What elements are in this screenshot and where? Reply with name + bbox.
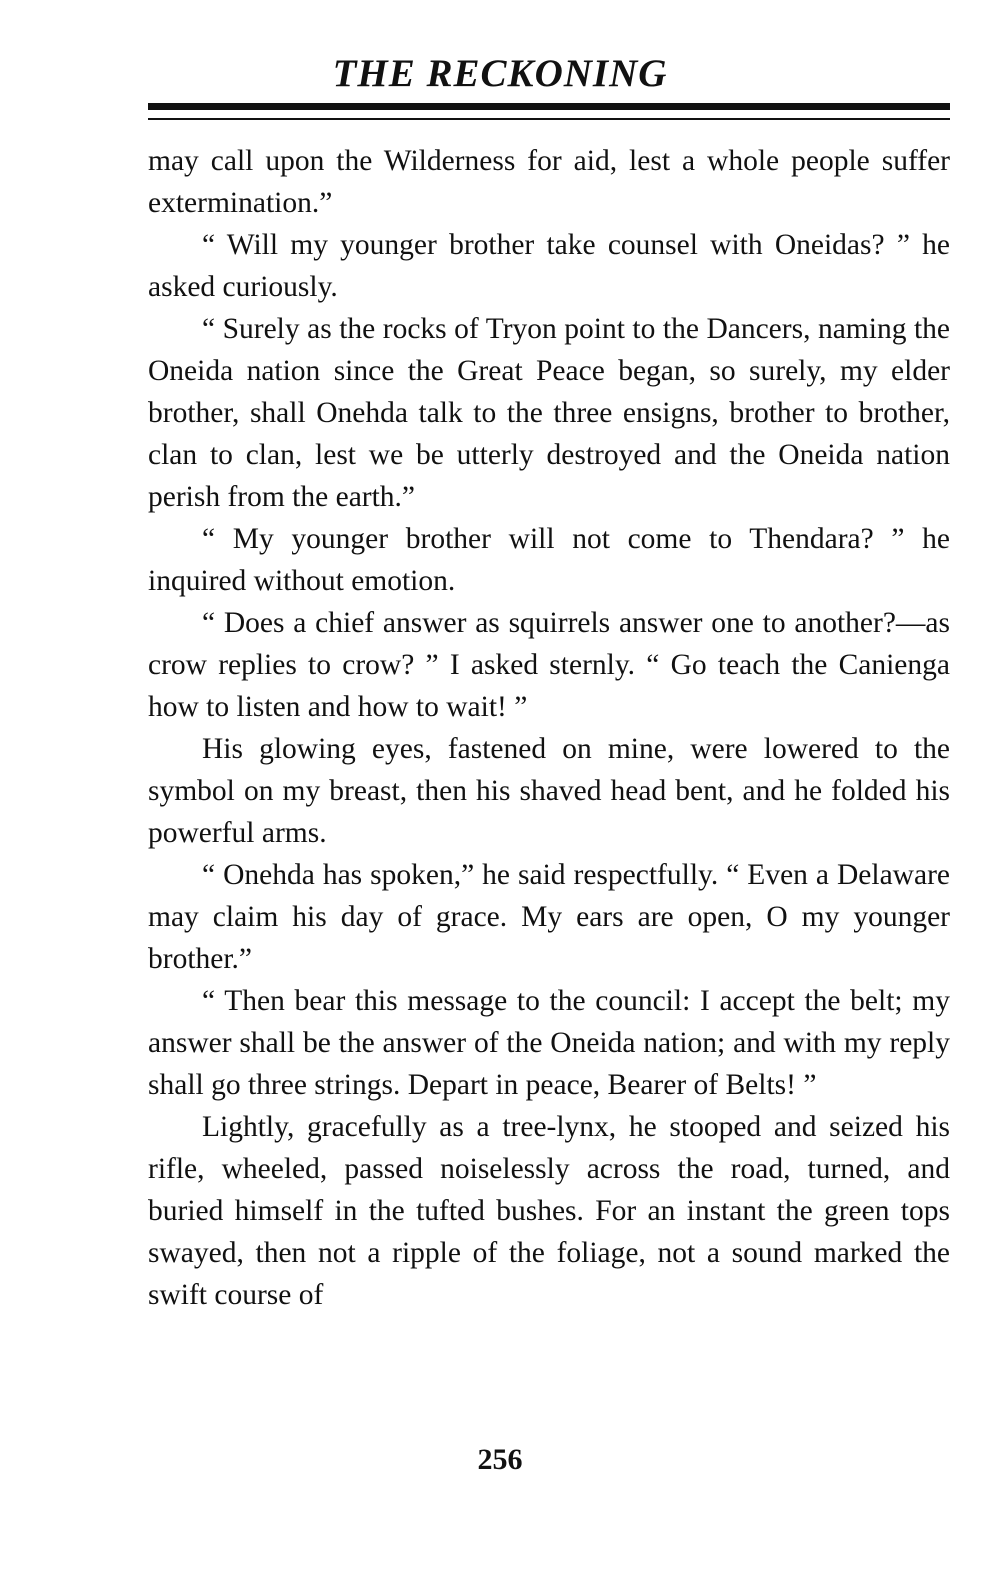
paragraph-continued: may call upon the Wilderness for aid, lest a whole people suffer extermination.”: [148, 145, 950, 219]
paragraph: “ Does a chief answer as squirrels answer one to another?—as crow replies to crow? ” I asked sternly. “ Go teach the Canienga how to listen and how to wait! ”: [148, 607, 950, 723]
body-text: [148, 140, 950, 1316]
paragraph: His glowing eyes, fastened on mine, were lowered to the symbol on my breast, then his shaved head bent, and he folded his powerful arms.: [148, 733, 950, 849]
paragraph: “ Then bear this message to the council: I accept the belt; my answer shall be the answer of the Oneida nation; and with my reply shall go three strings. Depart in peace, Bearer of Belts! ”: [148, 985, 950, 1101]
paragraph: “ Surely as the rocks of Tryon point to the Dancers, naming the Oneida nation since the Great Peace began, so surely, my elder brother, shall Onehda talk to the three ensigns, brother to brother, clan to clan, lest we be utterly destroyed and the Oneida nation perish from the earth.”: [148, 313, 950, 513]
paragraph: Lightly, gracefully as a tree-lynx, he stooped and seized his rifle, wheeled, passed noiselessly across the road, turned, and buried himself in the tufted bushes. For an instant the green tops swayed, then not a ripple of the foliage, not a sound marked the swift course of: [148, 1111, 950, 1311]
page-number: 256: [477, 1443, 523, 1476]
header-rule-thin: [148, 118, 950, 120]
paragraph: “ My younger brother will not come to Thendara? ” he inquired without emotion.: [148, 523, 950, 597]
running-title: THE RECKONING: [332, 52, 668, 95]
header-rule-thick: [148, 103, 950, 110]
paragraph: “ Onehda has spoken,” he said respectfully. “ Even a Delaware may claim his day of grace. My ears are open, O my younger brother.”: [148, 859, 950, 975]
paragraph: “ Will my younger brother take counsel with Oneidas? ” he asked curiously.: [148, 229, 950, 303]
